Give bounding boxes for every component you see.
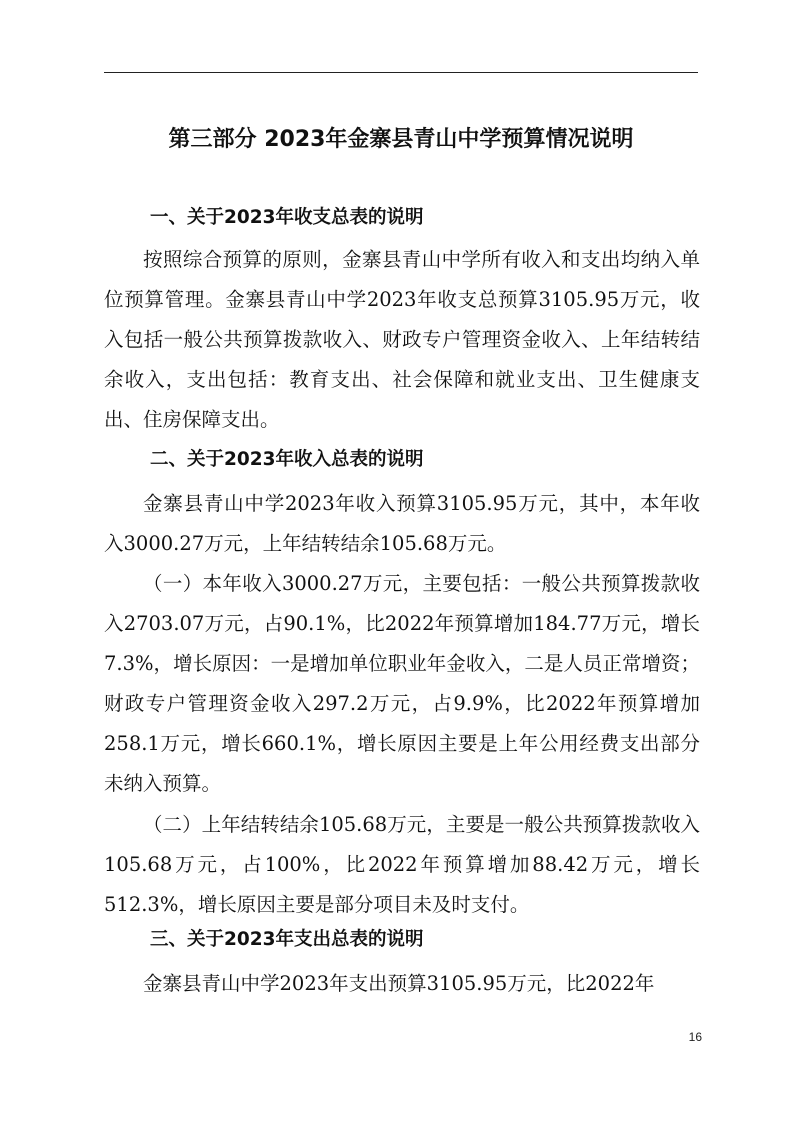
section-2-paragraph-2: （一）本年收入3000.27万元，主要包括：一般公共预算拨款收入2703.07万元，占90.1%，比2022年预算增加184.77万元，增长7.3%，增长原因：一是增加单位职业年金收入，二是人员正常增资；财政专户管理资金收入297.2万元，占9.9%，比2022年预算增加258.1万元，增长660.1%，增长原因主要是上年公用经费支出部分未纳入预算。 bbox=[104, 572, 700, 795]
section-1-paragraph-1: 按照综合预算的原则，金寨县青山中学所有收入和支出均纳入单位预算管理。金寨县青山中学2023年收支总预算3105.95万元，收入包括一般公共预算拨款收入、财政专户管理资金收入、上年结转结余收入，支出包括：教育支出、社会保障和就业支出、卫生健康支出、住房保障支出。 bbox=[104, 248, 700, 431]
page-title: 第三部分 2023年金寨县青山中学预算情况说明 bbox=[168, 127, 634, 152]
section-heading-2: 二、关于2023年收入总表的说明 bbox=[150, 449, 424, 470]
section-2-paragraph-1: 金寨县青山中学2023年收入预算3105.95万元，其中，本年收入3000.27万元，上年结转结余105.68万元。 bbox=[104, 492, 700, 555]
header-rule bbox=[104, 72, 698, 73]
section-heading-1: 一、关于2023年收支总表的说明 bbox=[150, 207, 424, 228]
page-number: 16 bbox=[688, 1030, 702, 1044]
section-heading-3: 三、关于2023年支出总表的说明 bbox=[150, 929, 424, 950]
section-3-paragraph-1: 金寨县青山中学2023年支出预算3105.95万元，比2022年 bbox=[143, 972, 655, 995]
section-2-paragraph-3: （二）上年结转结余105.68万元，主要是一般公共预算拨款收入105.68万元，占100%，比2022年预算增加88.42万元，增长512.3%，增长原因主要是部分项目未及时支付。 bbox=[104, 813, 700, 916]
